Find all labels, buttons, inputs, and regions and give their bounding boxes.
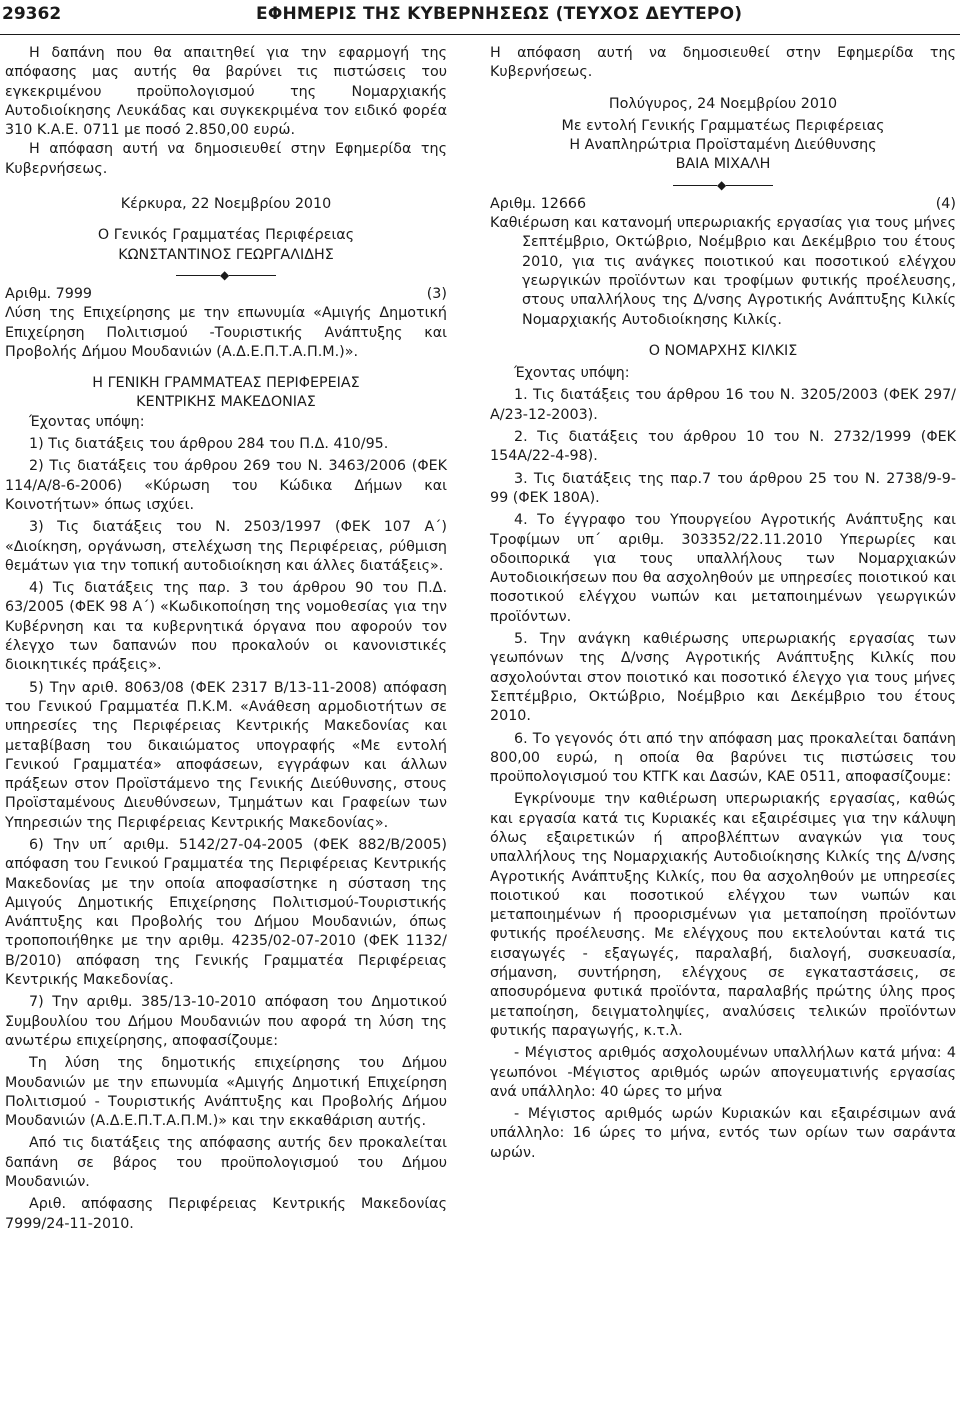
- decision-number-row: [5, 285, 447, 304]
- diamond-icon: ◆: [717, 177, 727, 192]
- sunday-limit: - Μέγιστος αριθμός ωρών Κυριακών και εξαιρέσιμων ανά υπάλληλο: 16 ώρες το μήνα, εντός των ορίων των σαράντα ωρών.: [490, 1106, 956, 1161]
- decision-code: (4): [935, 195, 956, 212]
- diamond-icon: ◆: [220, 267, 230, 282]
- list-item: 6. Το γεγονός ότι από την απόφαση μας προκαλείται δαπάνη 800,00 ευρώ, η οποία θα βαρύνει τις πιστώσεις του προϋπολογισμού του ΚΤΓΚ και Δασών, ΚΑΕ 0511, αποφασίζουμε:: [490, 730, 956, 786]
- signer-role: Ο Γενικός Γραμματέας Περιφέρειας: [97, 227, 355, 244]
- decision-reference: Αριθ. απόφασης Περιφέρειας Κεντρικής Μακεδονίας 7999/24-11-2010.: [5, 1196, 447, 1232]
- list-item: 2) Τις διατάξεις του άρθρου 269 του Ν. 3463/2006 (ΦΕΚ 114/Α/8-6-2006) «Κύρωση του Κώδικα Δήμων και Κοινοτήτων» όπως ισχύει.: [5, 458, 447, 513]
- issuing-authority-region: ΚΕΝΤΡΙΚΗΣ ΜΑΚΕΔΟΝΙΑΣ: [136, 394, 316, 411]
- decision-title: Καθιέρωση και κατανομή υπερωριακής εργασίας για τους μήνες Σεπτέμβριο, Οκτώβριο, Νοέμβριο και Δεκέμβριο του έτους 2010, για τις ανάγκες ποιοτικού και ποσοτικού ελέγχου γεωργικών προϊόντων και τροφίμων φυτικής προέλευσης, στους υπαλλήλους της Δ/νσης Αγροτικής Ανάπτυξης Κιλκίς Νομαρχιακής Αυτοδιοίκησης Κιλκίς.: [490, 215, 956, 328]
- no-expense-note: Από τις διατάξεις της απόφασης αυτής δεν προκαλείται δαπάνη σε βάρος του προϋπολογισμού του Δήμου Μουδανιών.: [5, 1135, 447, 1191]
- page-header: [0, 0, 960, 35]
- publish-order: Η απόφαση αυτή να δημοσιευθεί στην Εφημερίδα της Κυβερνήσεως.: [5, 141, 447, 177]
- decision-code: (3): [426, 285, 447, 302]
- signer-name: ΚΩΝΣΤΑΝΤΙΝΟΣ ΓΕΩΡΓΑΛΙΔΗΣ: [118, 246, 334, 263]
- list-item: 5) Την αριθ. 8063/08 (ΦΕΚ 2317 Β/13-11-2008) απόφαση του Γενικού Γραμματέα Π.Κ.Μ. «Ανάθεση αρμοδιοτήτων σε υπηρεσίες της Περιφέρειας Κεντρικής Μακεδονίας και μεταβίβαση του δικαιώματος υπογραφής «Με εντολή Γενικού Γραμματέα» αποφάσεων, εγγράφων και άλλων πράξεων στον Προϊστάμενο της Γενικής Διεύθυνσης, στους Προϊσταμένους Διευθύνσεων, Τμημάτων και Γραφείων των Υπηρεσιών της Περιφέρειας Κεντρικής Μακεδονίας».: [5, 679, 447, 831]
- mandate-line: Με εντολή Γενικής Γραμματέως Περιφέρειας: [561, 117, 885, 134]
- list-item: 3) Τις διατάξεις του Ν. 2503/1997 (ΦΕΚ 107 Α΄) «Διοίκηση, οργάνωση, στελέχωση της Περιφέρειας, ρύθμιση θεμάτων για την τοπική αυτοδιοίκηση και άλλες διατάξεις».: [5, 519, 447, 574]
- section-separator: [176, 269, 276, 281]
- list-item: 2. Τις διατάξεις του άρθρου 10 του Ν. 2732/1999 (ΦΕΚ 154Α/22-4-98).: [490, 429, 956, 465]
- list-item: 1) Τις διατάξεις του άρθρου 284 του Π.Δ. 410/95.: [29, 436, 389, 453]
- issuing-authority: Η ΓΕΝΙΚΗ ΓΡΑΜΜΑΤΕΑΣ ΠΕΡΙΦΕΡΕΙΑΣ: [92, 375, 360, 392]
- list-item: 6) Την υπ΄ αριθμ. 5142/27-04-2005 (ΦΕΚ 882/Β/2005) απόφαση του Γενικού Γραμματέα της Περιφέρειας Κεντρικής Μακεδονίας με την οποία αποφασίστηκε η σύσταση της Αμιγούς Δημοτικής Επιχείρησης Πολιτισμού-Τουριστικής Ανάπτυξης και Προβολής του Δήμου Μουδανιών, όπως τροποποιήθηκε με την αριθμ. 4235/02-07-2010 (ΦΕΚ 1132/Β/2010) απόφαση της Γενικής Γραμματέα Περιφέρειας Κεντρικής Μακεδονίας.: [5, 836, 447, 989]
- decision-title: Λύση της Επιχείρησης με την επωνυμία «Αμιγής Δημοτική Επιχείρηση Πολιτισμού -Τουριστικής Ανάπτυξης και Προβολής Δήμου Μουδανιών (Α.Δ.Ε.Π.Τ.Α.Π.Μ.)».: [5, 305, 447, 360]
- decision-number-row: [490, 195, 956, 214]
- list-item: 4) Τις διατάξεις της παρ. 3 του άρθρου 90 του Π.Δ. 63/2005 (ΦΕΚ 98 Α΄) «Κωδικοποίηση της νομοθεσίας για την Κυβέρνηση και τα κυβερνητικά όργανα που αφορούν τον έλεγχο των δαπανών που προκαλούν οι κανονιστικές διοικητικές πράξεις».: [5, 580, 447, 674]
- decision-body: Τη λύση της δημοτικής επιχείρησης του Δήμου Μουδανιών με την επωνυμία «Αμιγής Δημοτική Επιχείρηση Πολιτισμού - Τουριστικής Ανάπτυξης και Προβολής Δήμου Μουδανιών (Α.Δ.Ε.Π.Τ.Α.Π.Μ.)» και την εκκαθάριση αυτής.: [5, 1055, 447, 1130]
- left-column: [5, 44, 447, 1234]
- having-regard: Έχοντας υπόψη:: [514, 365, 630, 382]
- place-date: Πολύγυρος, 24 Νοεμβρίου 2010: [608, 95, 838, 112]
- publish-order: Η απόφαση αυτή να δημοσιευθεί στην Εφημερίδα της Κυβερνήσεως.: [490, 45, 956, 81]
- gazette-title: ΕΦΗΜΕΡΙΣ ΤΗΣ ΚΥΒΕΡΝΗΣΕΩΣ (ΤΕΥΧΟΣ ΔΕΥΤΕΡΟ): [256, 4, 743, 24]
- list-item: 7) Την αριθμ. 385/13-10-2010 απόφαση του Δημοτικού Συμβουλίου του Δήμου Μουδανιών που αφορά τη λύση της ανωτέρω επιχείρησης, αποφασίζουμε:: [5, 994, 447, 1049]
- issuing-authority: Ο ΝΟΜΑΡΧΗΣ ΚΙΛΚΙΣ: [648, 342, 798, 359]
- having-regard: Έχοντας υπόψη:: [29, 413, 145, 430]
- list-item: 5. Την ανάγκη καθιέρωσης υπερωριακής εργασίας των γεωπόνων της Δ/νσης Αγροτικής Ανάπτυξης Κιλκίς που ασχολούνται στον ποιοτικό και ποσοτικό έλεγχο για τους μήνες Σεπτέμβριο, Οκτώβριο, Νοέμβριο και Δεκέμβριο του έτους 2010.: [490, 631, 956, 725]
- staff-limit: - Μέγιστος αριθμός ασχολουμένων υπαλλήλων κατά μήνα: 4 γεωπόνοι -Μέγιστος αριθμός ωρών απογευματινής εργασίας ανά υπάλληλο: 40 ώρες το μήνα: [490, 1045, 956, 1100]
- right-column: [490, 44, 956, 1163]
- section-separator: [673, 179, 773, 191]
- list-item: 1. Τις διατάξεις του άρθρου 16 του Ν. 3205/2003 (ΦΕΚ 297/Α/23-12-2003).: [490, 387, 956, 423]
- signer-name: ΒΑΙΑ ΜΙΧΑΛΗ: [675, 156, 771, 173]
- decision-number: Αριθμ. 7999: [5, 285, 93, 302]
- decision-body: Εγκρίνουμε την καθιέρωση υπερωριακής εργασίας, καθώς και εργασία κατά τις Κυριακές και εξαιρέσιμες για την κάλυψη όλως εξαιρετικών ή απροβλέπτων αναγκών για τους υπαλλήλους της Νομαρχιακής Αυτοδιοίκησης Κιλκίς της Δ/νσης Αγροτικής Ανάπτυξης Κιλκίς, που θα ασχοληθούν με υπηρεσίες ποιοτικού και ποσοτικού ελέγχου των νωπών και μεταποιημένων ή προορισμένων για μεταποίηση προϊόντων φυτικής προέλευσης. Με ελέγχους που εκτελούνται κατά τις εισαγωγές - εξαγωγές, παραλαβή, διαλογή, συσκευασία, σήμανση, συντήρηση, ελέγχους σε εγκαταστάσεις, σε απoσυρόμενα φυτικά προϊόντα, παραλαβής πρώτης ύλης προς μεταποίηση, δειγματοληψίες, αναλύσεις τελικών προϊόντων φυτικής παραγωγής, κ.τ.λ.: [490, 791, 956, 1039]
- page-number: 29362: [2, 4, 62, 24]
- decision-number: Αριθμ. 12666: [490, 195, 587, 212]
- list-item: 4. Το έγγραφο του Υπουργείου Αγροτικής Ανάπτυξης και Τροφίμων υπ΄ αριθμ. 303352/22.11.2010 Υπερωρίες και οδοιπορικά για τους υπαλλήλους των Νομαρχιακών Αυτοδιοικήσεων που θα ασχοληθούν με υπηρεσίες ποιοτικού και ποσοτικού ελέγχου νωπών και μεταποιημένων γεωργικών προϊόντων.: [490, 512, 956, 625]
- signer-role: Η Αναπληρώτρια Προϊσταμένη Διεύθυνσης: [569, 137, 877, 154]
- list-item: 3. Τις διατάξεις της παρ.7 του άρθρου 25 του Ν. 2738/9-9-99 (ΦΕΚ 180Α).: [490, 470, 956, 506]
- expense-paragraph: Η δαπάνη που θα απαιτηθεί για την εφαρμογή της απόφασης μας αυτής θα βαρύνει τις πιστώσεις του εγκεκριμένου προϋπολογισμού της Νομαρχιακής Αυτοδιοίκησης Λευκάδας και συγκεκριμένα τον ειδικό φορέα 310 Κ.Α.Ε. 0711 με ποσό 2.850,00 ευρώ.: [5, 45, 447, 139]
- place-date: Κέρκυρα, 22 Νοεμβρίου 2010: [120, 196, 332, 213]
